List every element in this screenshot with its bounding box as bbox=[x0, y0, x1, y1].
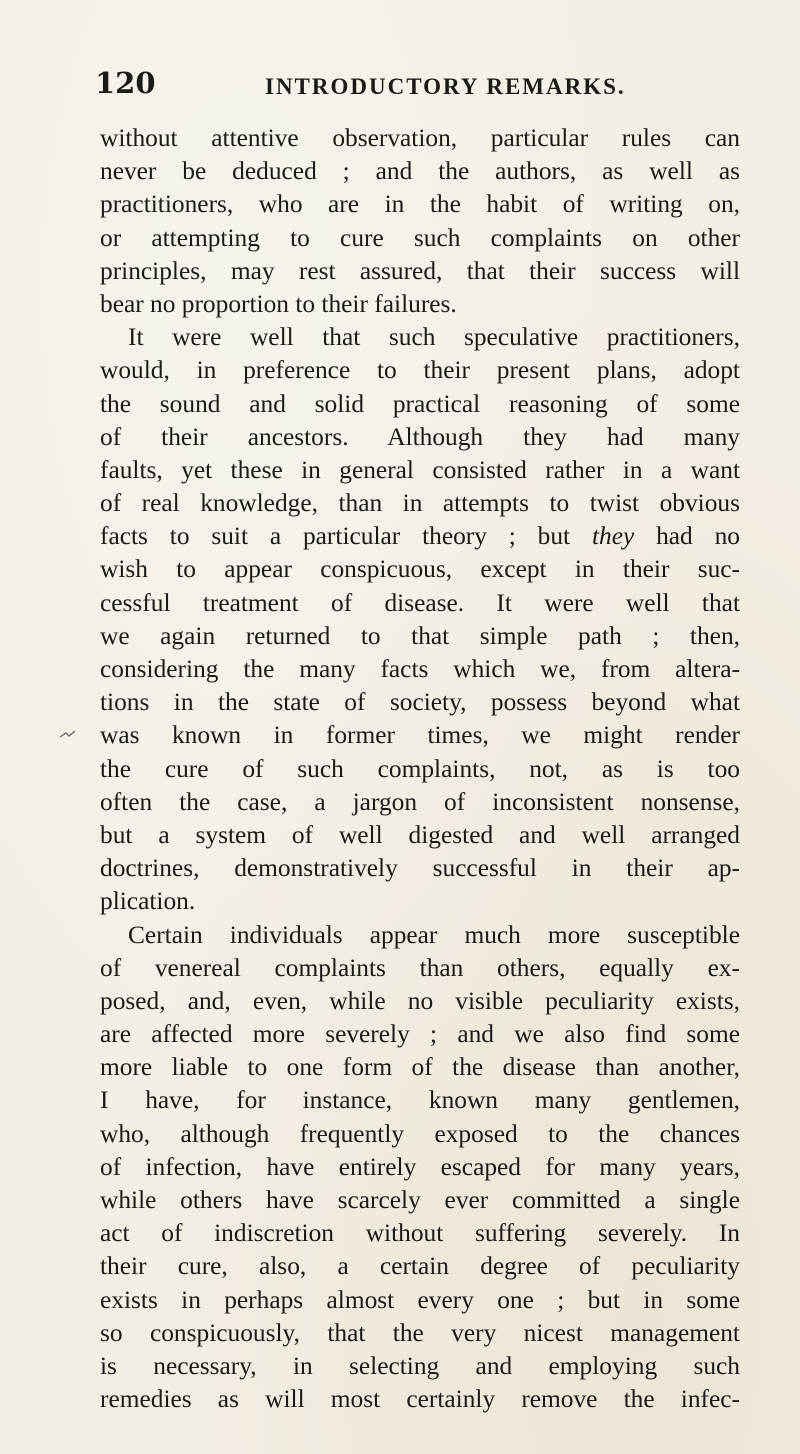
italic-word: they bbox=[591, 522, 635, 551]
text-line: was known in former times, we might render bbox=[100, 721, 740, 750]
page-header bbox=[95, 66, 735, 106]
text-line: of their ancestors. Although they had many bbox=[100, 422, 740, 451]
text-line: principles, may rest assured, that their success will bbox=[100, 256, 740, 285]
text-line: while others have scarcely ever committed a single bbox=[100, 1186, 740, 1214]
text-line: we again returned to that simple path ; then, bbox=[100, 621, 740, 650]
text-line: posed, and, even, while no visible peculiarity exists, bbox=[100, 986, 740, 1015]
text-line: never be deduced ; and the authors, as well as bbox=[100, 157, 740, 186]
text-line: act of indiscretion without suffering severely. In bbox=[100, 1219, 740, 1248]
running-head: INTRODUCTORY REMARKS. bbox=[265, 74, 626, 99]
text-segment: had no bbox=[656, 522, 740, 551]
pencil-mark-icon bbox=[58, 728, 78, 742]
text-line: It were well that such speculative practitioners, bbox=[128, 323, 740, 352]
text-line: without attentive observation, particular rules can bbox=[100, 124, 740, 152]
text-line: plication. bbox=[100, 887, 196, 916]
text-line: considering the many facts which we, from altera- bbox=[100, 655, 740, 683]
text-line: often the case, a jargon of inconsistent nonsense, bbox=[100, 787, 740, 816]
text-line: or attempting to cure such complaints on other bbox=[100, 223, 740, 252]
text-line: exists in perhaps almost every one ; but in some bbox=[100, 1285, 740, 1314]
body-text bbox=[100, 122, 740, 1416]
text-line: remedies as will most certainly remove the infec- bbox=[100, 1385, 740, 1414]
text-line: would, in preference to their present plans, adopt bbox=[100, 356, 740, 385]
text-line: tions in the state of society, possess beyond what bbox=[100, 688, 740, 717]
text-line: bear no proportion to their failures. bbox=[100, 289, 457, 318]
text-line: who, although frequently exposed to the chances bbox=[100, 1119, 740, 1148]
text-line: I have, for instance, known many gentlemen, bbox=[100, 1086, 740, 1115]
text-line: doctrines, demonstratively successful in their ap- bbox=[100, 854, 740, 883]
text-line: cessful treatment of disease. It were well that bbox=[100, 588, 740, 617]
text-segment: facts to suit a particular theory ; but bbox=[100, 522, 571, 551]
text-line: are affected more severely ; and we also find some bbox=[100, 1020, 740, 1049]
text-line: practitioners, who are in the habit of writing on, bbox=[100, 190, 740, 219]
text-line: wish to appear conspicuous, except in their suc- bbox=[100, 555, 740, 584]
text-line: of venereal complaints than others, equally ex- bbox=[100, 953, 740, 982]
text-line: the cure of such complaints, not, as is too bbox=[100, 754, 740, 783]
text-line: the sound and solid practical reasoning of some bbox=[100, 389, 740, 418]
text-line-with-italic bbox=[100, 520, 740, 553]
text-line: faults, yet these in general consisted rather in a want bbox=[100, 455, 740, 484]
text-line: of infection, have entirely escaped for many years, bbox=[100, 1152, 740, 1181]
text-line: of real knowledge, than in attempts to twist obvious bbox=[100, 489, 740, 518]
text-line: their cure, also, a certain degree of peculiarity bbox=[100, 1252, 740, 1281]
text-line: is necessary, in selecting and employing such bbox=[100, 1351, 740, 1380]
text-line: more liable to one form of the disease than another, bbox=[100, 1053, 740, 1082]
text-line: so conspicuously, that the very nicest management bbox=[100, 1318, 740, 1347]
page-number: 120 bbox=[95, 66, 156, 100]
text-line: Certain individuals appear much more susceptible bbox=[128, 920, 740, 949]
text-line: but a system of well digested and well arranged bbox=[100, 820, 740, 849]
